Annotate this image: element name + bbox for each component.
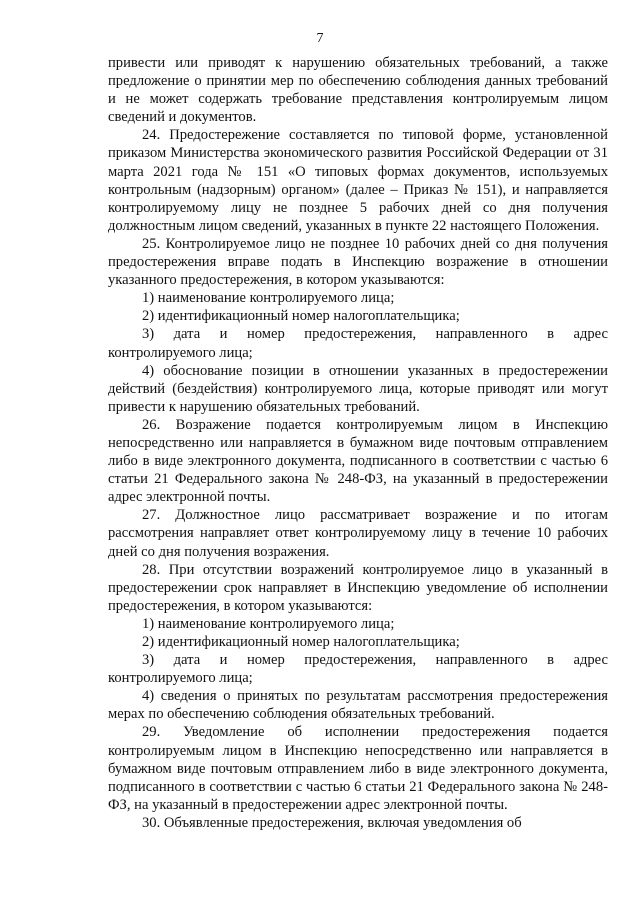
list-item-25-1: 1) наименование контролируемого лица; bbox=[142, 290, 395, 307]
list-item-28-2: 2) идентификационный номер налогоплательщика; bbox=[142, 634, 460, 650]
list-item-25-4: 4) обоснование позиции в отношении указанных в предостережении действий (бездействия) контролируемого лица, которые приводят или могут привести к нарушению обязательных требований. bbox=[108, 362, 608, 415]
paragraph-30: 30. Объявленные предостережения, включая уведомления об bbox=[142, 814, 522, 831]
list-item-28-4: 4) сведения о принятых по результатам рассмотрения предостережения мерах по обеспечению соблюдения обязательных требований. bbox=[108, 688, 608, 723]
list-item-28-3: 3) дата и номер предостережения, направленного в адрес контролируемого лица; bbox=[108, 652, 608, 687]
list-item-25-3: 3) дата и номер предостережения, направленного в адрес контролируемого лица; bbox=[108, 326, 608, 361]
list-item-25-2: 2) идентификационный номер налогоплательщика; bbox=[142, 308, 460, 325]
paragraph-28: 28. При отсутствии возражений контролируемое лицо в указанный в предостережении срок направляет в Инспекцию уведомление об исполнении предостережения, в котором указываются: bbox=[108, 561, 608, 614]
page-number: 7 bbox=[316, 31, 324, 46]
paragraph-26: 26. Возражение подается контролируемым лицом в Инспекцию непосредственно или направляется в бумажном виде почтовым отправлением либо в виде электронного документа, подписанного в соответствии с частью 6 статьи 21 Федерального закона № 248-ФЗ, на указанный в предостережении адрес электронной почты. bbox=[108, 416, 608, 506]
paragraph-25: 25. Контролируемое лицо не позднее 10 рабочих дней со дня получения предостережения вправе подать в Инспекцию возражение в отношении указанного предостережения, в котором указываются: bbox=[108, 235, 608, 289]
paragraph-29: 29. Уведомление об исполнении предостережения подается контролируемым лицом в Инспекцию непосредственно или направляется в бумажном виде почтовым отправлением либо в виде электронного документа, подписанного в соответствии с частью 6 статьи 21 Федерального закона № 248-ФЗ, на указанный в предостережении адрес электронной почты. bbox=[108, 724, 608, 813]
paragraph-27: 27. Должностное лицо рассматривает возражение и по итогам рассмотрения направляет ответ контролируемому лицу в течение 10 рабочих дней со дня получения возражения. bbox=[108, 507, 608, 560]
paragraph-24: 24. Предостережение составляется по типовой форме, установленной приказом Министерства экономического развития Российской Федерации от 31 марта 2021 года № 151 «О типовых формах документов, используемых контрольным (надзорным) органом» (далее – Приказ № 151), и направляется контролируемому лицу не позднее 5 рабочих дней со дня получения должностным лицом сведений, указанных в пункте 22 настоящего Положения. bbox=[108, 127, 608, 234]
paragraph-continuation: привести или приводят к нарушению обязательных требований, а также предложение о принятии мер по обеспечению соблюдения данных требований и не может содержать требование представления контролируемым лицом сведений и документов. bbox=[108, 55, 608, 126]
document-body bbox=[108, 54, 608, 832]
list-item-28-1: 1) наименование контролируемого лица; bbox=[142, 615, 395, 632]
